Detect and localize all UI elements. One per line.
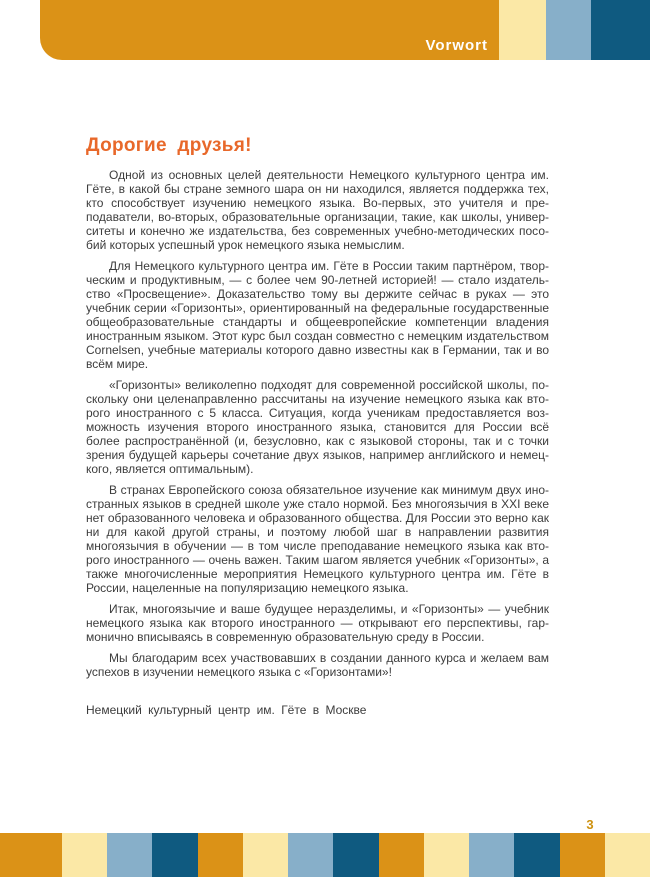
strip-block-dark_blue	[152, 833, 197, 877]
strip-block-header_orange	[379, 833, 424, 877]
header-block-light-blue	[546, 0, 591, 60]
strip-block-light_blue	[107, 833, 152, 877]
paragraph-6: Мы благодарим всех участвовавших в создании данного курса и желаем вам успехов в изучении немецкого языка с «Горизонтами»!	[86, 651, 549, 679]
header-block-dark-blue	[591, 0, 650, 60]
strip-block-pale_yellow	[62, 833, 107, 877]
strip-block-header_orange	[560, 833, 605, 877]
signature: Немецкий культурный центр им. Гёте в Москве	[86, 703, 367, 717]
strip-block-header_orange	[0, 833, 62, 877]
strip-block-dark_blue	[333, 833, 378, 877]
paragraph-5: Итак, многоязычие и ваше будущее неразделимы, и «Горизонты» — учебник немецкого языка как второго иностранного — открывают его перспективы, гармонично вписываясь в современную образовательную среду в России.	[86, 602, 549, 644]
strip-block-light_blue	[288, 833, 333, 877]
paragraph-3: «Горизонты» великолепно подходят для современной российской школы, поскольку они целенаправленно рассчитаны на изучение немецкого языка как второго иностранного с 5 класса. Ситуация, когда ученикам предоставляется возможность изучения второго иностранного языка, становится для России всё более распространённой (и, безусловно, как с языковой стороны, так и с точки зрения будущей карьеры сочетание двух языков, например английского и немецкого, является оптимальным).	[86, 378, 549, 476]
strip-block-light_blue	[469, 833, 514, 877]
strip-block-pale_yellow	[243, 833, 288, 877]
page-title: Дорогие друзья!	[86, 135, 252, 156]
strip-block-pale_yellow	[605, 833, 650, 877]
header-bar	[40, 0, 499, 60]
strip-block-header_orange	[198, 833, 243, 877]
strip-block-pale_yellow	[424, 833, 469, 877]
paragraph-1: Одной из основных целей деятельности Немецкого культурного центра им. Гёте, в какой бы стране земного шара он ни находился, является поддержка тех, кто способствует изучению немецкого языка. Во-первых, это учителя и преподаватели, во-вторых, образовательные организации, такие, как школы, университеты и конечно же издательства, без современных учебно-методических пособий которых успешный урок немецкого языка немыслим.	[86, 168, 549, 252]
content-area	[86, 135, 549, 717]
header-block-yellow	[499, 0, 546, 60]
strip-block-dark_blue	[514, 833, 559, 877]
paragraph-4: В странах Европейского союза обязательное изучение как минимум двух иностранных языков в средней школе уже стало нормой. Без многоязычия в XXI веке нет образованного человека и образованного общества. Для России это верно как ни для какой другой страны, и поэтому любой шаг в направлении развития многоязычия в обучении — в том числе преподавание немецкого языка как второго иностранного — очень важен. Таким шагом является учебник «Горизонты», а также многочисленные мероприятия Немецкого культурного центра им. Гёте в России, нацеленные на популяризацию немецкого языка.	[86, 483, 549, 595]
paragraph-2: Для Немецкого культурного центра им. Гёте в России таким партнёром, творческим и продуктивным, — с более чем 90-летней историей! — стало издательство «Просвещение». Доказательство тому вы держите сейчас в руках — это учебник серии «Горизонты», ориентированный на федеральные государственные общеобразовательные стандарты и общеевропейские компетенции владения иностранным языком. Этот курс был создан совместно с немецким издательством Cornelsen, учебные материалы которого давно известны как в Германии, так и во всём мире.	[86, 259, 549, 371]
header-section-title: Vorwort	[425, 37, 488, 54]
footer-color-strip	[0, 833, 650, 877]
page-number: 3	[586, 817, 594, 832]
